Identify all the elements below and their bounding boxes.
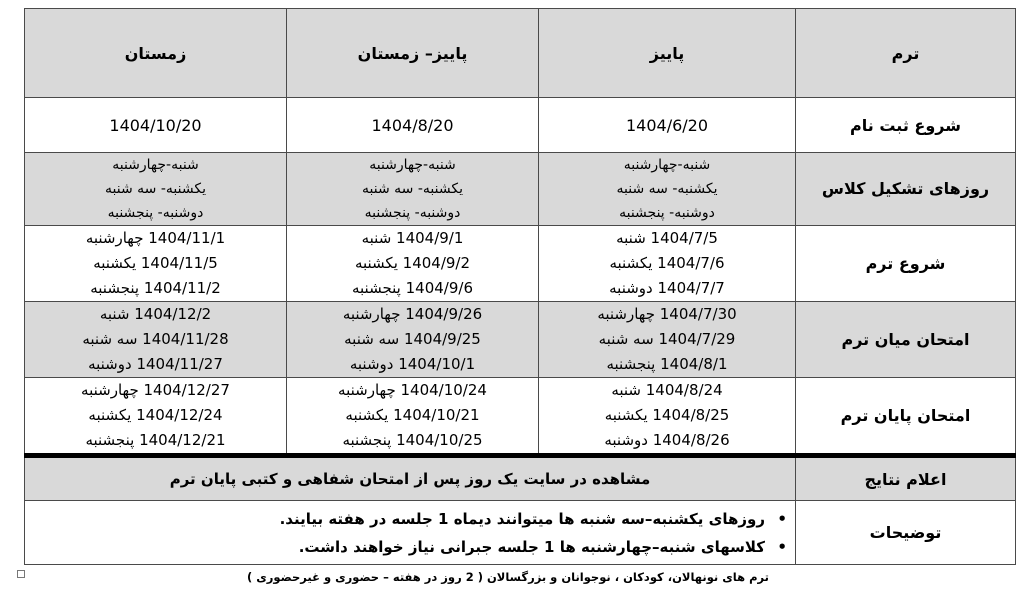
final-exam-autumn xyxy=(539,378,796,456)
header-winter: زمستان xyxy=(25,9,287,98)
date-line: 1404/7/5 شنبه xyxy=(616,229,718,247)
results-label: اعلام نتایج xyxy=(796,456,1016,501)
term-start-row xyxy=(25,226,1016,302)
registration-winter: 1404/10/20 xyxy=(25,98,287,153)
final-exam-row xyxy=(25,378,1016,456)
date-line: 1404/9/6 پنجشنبه xyxy=(351,279,473,297)
term-start-winter xyxy=(25,226,287,302)
notes-cell xyxy=(25,501,796,565)
date-line: 1404/9/2 یکشنبه xyxy=(354,254,471,272)
date-line: 1404/7/6 یکشنبه xyxy=(609,254,725,272)
midterm-autumn xyxy=(539,302,796,378)
date-line: 1404/10/1 دوشنبه xyxy=(349,355,476,373)
date-line: 1404/8/24 شنبه xyxy=(611,381,723,399)
class-days-winter xyxy=(25,153,287,226)
class-days-line: یکشنبه- سه شنبه xyxy=(105,181,206,197)
header-label-cell: ترم xyxy=(796,9,1016,98)
class-days-line: شنبه-چهارشنبه xyxy=(369,157,456,173)
midterm-winter xyxy=(25,302,287,378)
results-row xyxy=(25,456,1016,501)
class-days-line: دوشنبه- پنجشنبه xyxy=(107,205,204,221)
term-start-autumn xyxy=(539,226,796,302)
date-line: 1404/11/28 سه شنبه xyxy=(82,330,229,348)
class-days-autumn xyxy=(539,153,796,226)
notes-label: توضیحات xyxy=(796,501,1016,565)
footer-caption: ترم های نونهالان، کودکان ، نوجوانان و بزرگسالان ( 2 روز در هفته – حضوری و غیرحضوری ) xyxy=(247,570,769,584)
date-line: 1404/11/1 چهارشنبه xyxy=(85,229,226,247)
class-days-line: شنبه-چهارشنبه xyxy=(112,157,199,173)
date-line: 1404/12/24 یکشنبه xyxy=(88,406,223,424)
term-start-autumn-winter xyxy=(287,226,539,302)
date-line: 1404/7/30 چهارشنبه xyxy=(597,305,737,323)
class-days-autumn-winter xyxy=(287,153,539,226)
date-line: 1404/8/25 یکشنبه xyxy=(604,406,730,424)
registration-autumn: 1404/6/20 xyxy=(539,98,796,153)
final-exam-winter xyxy=(25,378,287,456)
note-item: • کلاسهای شنبه–چهارشنبه ها 1 جلسه جبرانی نیاز خواهند داشت. xyxy=(29,533,765,561)
date-line: 1404/9/26 چهارشنبه xyxy=(342,305,483,323)
class-days-line: یکشنبه- سه شنبه xyxy=(362,181,463,197)
header-row xyxy=(25,9,1016,98)
date-line: 1404/12/2 شنبه xyxy=(99,305,212,323)
date-line: 1404/11/27 دوشنبه xyxy=(88,355,223,373)
date-line: 1404/10/25 پنجشنبه xyxy=(342,431,483,449)
header-autumn-winter: پاییز– زمستان xyxy=(287,9,539,98)
note-item: • روزهای یکشنبه–سه شنبه ها میتوانند دیماه 1 جلسه در هفته بیایند. xyxy=(29,505,765,533)
date-line: 1404/7/29 سه شنبه xyxy=(598,330,736,348)
notes-list xyxy=(29,505,791,561)
date-line: 1404/7/7 دوشنبه xyxy=(609,279,725,297)
date-line: 1404/9/1 شنبه xyxy=(361,229,464,247)
date-line: 1404/10/24 چهارشنبه xyxy=(338,381,487,399)
class-days-line: یکشنبه- سه شنبه xyxy=(616,181,718,197)
class-days-label: روزهای تشکیل کلاس xyxy=(796,153,1016,226)
date-line: 1404/12/27 چهارشنبه xyxy=(81,381,230,399)
registration-label: شروع ثبت نام xyxy=(796,98,1016,153)
midterm-row xyxy=(25,302,1016,378)
class-days-row xyxy=(25,153,1016,226)
registration-row xyxy=(25,98,1016,153)
term-schedule-table xyxy=(24,8,1016,565)
class-days-line: دوشنبه- پنجشنبه xyxy=(619,205,715,221)
date-line: 1404/11/2 پنجشنبه xyxy=(90,279,221,297)
class-days-line: شنبه-چهارشنبه xyxy=(623,157,711,173)
date-line: 1404/11/5 یکشنبه xyxy=(93,254,218,272)
midterm-autumn-winter xyxy=(287,302,539,378)
date-line: 1404/8/26 دوشنبه xyxy=(604,431,730,449)
date-line: 1404/9/25 سه شنبه xyxy=(344,330,481,348)
date-line: 1404/10/21 یکشنبه xyxy=(345,406,480,424)
final-exam-label: امتحان پایان ترم xyxy=(796,378,1016,456)
notes-row xyxy=(25,501,1016,565)
registration-autumn-winter: 1404/8/20 xyxy=(287,98,539,153)
class-days-line: دوشنبه- پنجشنبه xyxy=(364,205,461,221)
header-autumn: پاییز xyxy=(539,9,796,98)
final-exam-autumn-winter xyxy=(287,378,539,456)
date-line: 1404/8/1 پنجشنبه xyxy=(606,355,728,373)
date-line: 1404/12/21 پنجشنبه xyxy=(85,431,226,449)
midterm-label: امتحان میان ترم xyxy=(796,302,1016,378)
results-text: مشاهده در سایت یک روز پس از امتحان شفاهی و کتبی پایان ترم xyxy=(25,456,796,501)
term-start-label: شروع ترم xyxy=(796,226,1016,302)
